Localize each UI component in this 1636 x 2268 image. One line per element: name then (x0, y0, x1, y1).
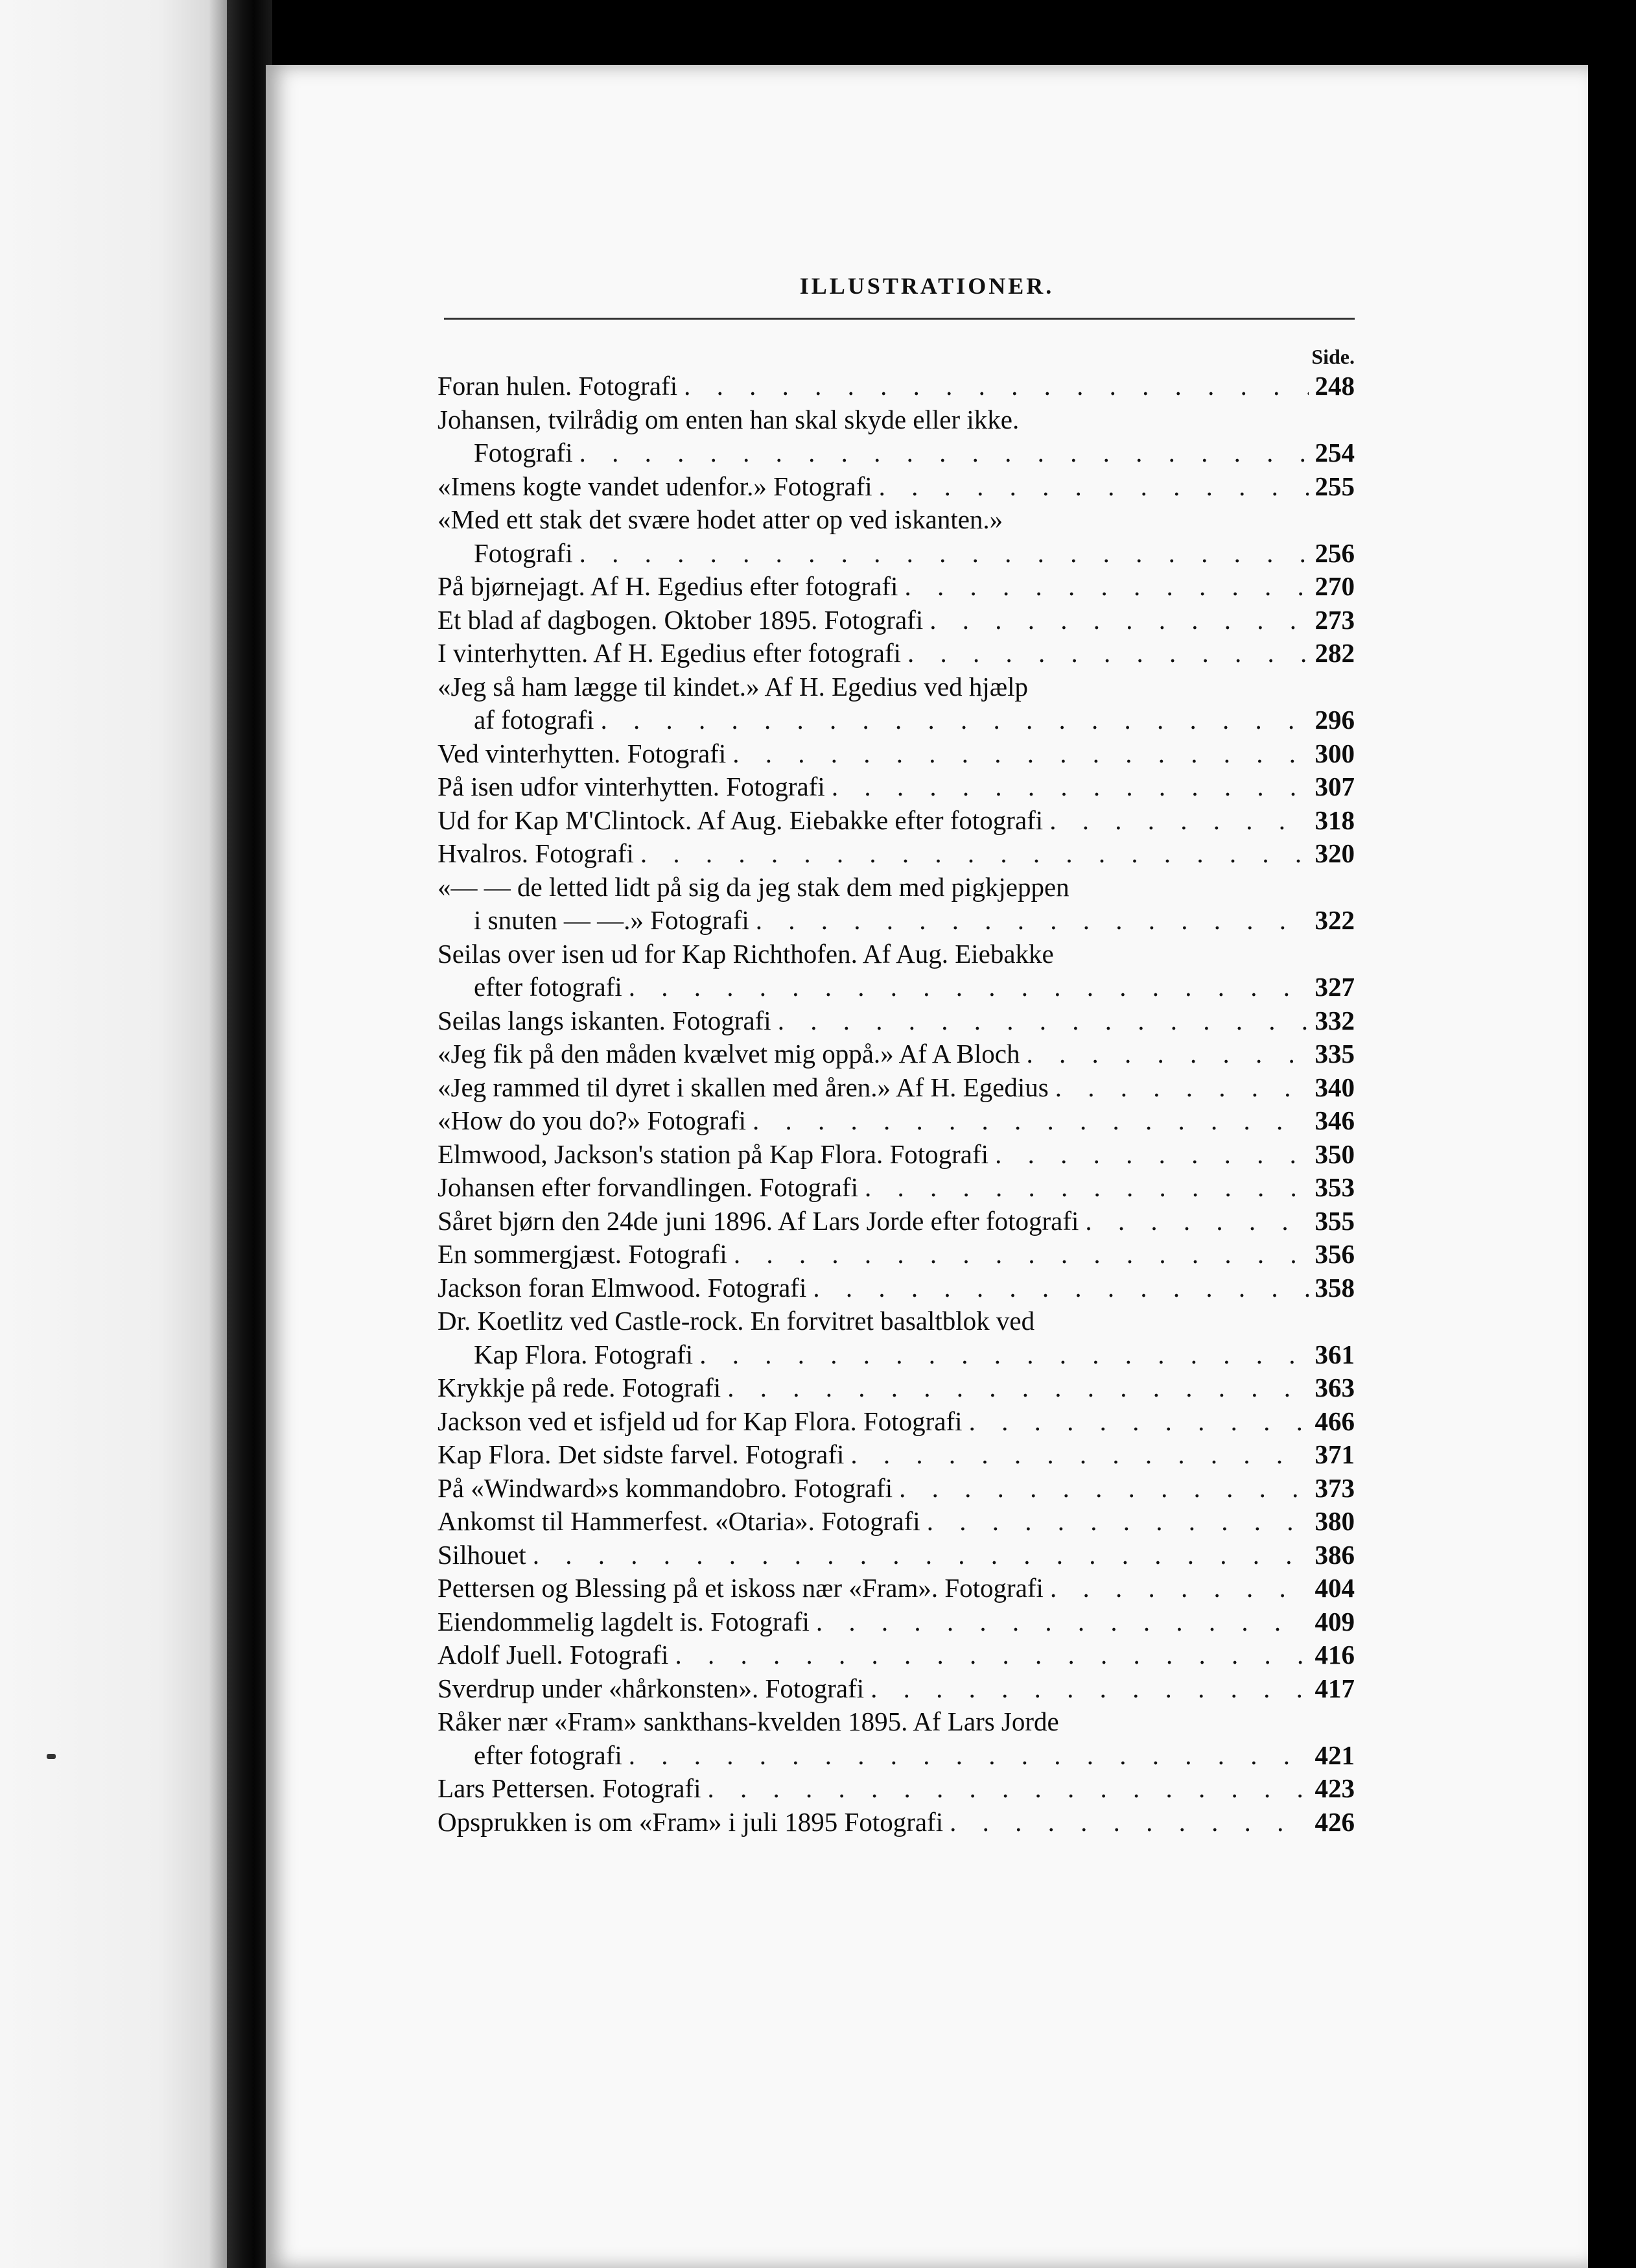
page-number: 353 (1315, 1172, 1355, 1202)
list-item (438, 1205, 1355, 1238)
entry-line (438, 604, 1355, 637)
dot-leader (579, 537, 1309, 571)
entry-caption: i snuten — —.» Fotografi (474, 905, 749, 935)
list-item (438, 403, 1355, 470)
dot-leader (684, 370, 1308, 403)
page-number: 416 (1315, 1640, 1355, 1670)
list-item (438, 1605, 1355, 1639)
dot-leader (629, 971, 1309, 1004)
page-number: 270 (1315, 571, 1355, 601)
entry-caption: Opsprukken is om «Fram» i juli 1895 Fotografi (438, 1806, 944, 1837)
dot-leader (734, 1238, 1309, 1271)
entry-caption: Råker nær «Fram» sankthans-kvelden 1895. Af Lars Jorde (438, 1707, 1059, 1736)
page-number: 361 (1315, 1339, 1355, 1369)
page-number: 417 (1315, 1673, 1355, 1703)
page-number: 254 (1315, 438, 1355, 467)
dot-leader (899, 1472, 1308, 1506)
entry-caption: Adolf Juell. Fotografi (438, 1640, 669, 1670)
page-number: 256 (1315, 537, 1355, 568)
entry-caption: På «Windward»s kommandobro. Fotografi (438, 1472, 893, 1503)
entry-caption: «Imens kogte vandet udenfor.» Fotografi (438, 471, 872, 501)
entry-caption: Seilas over isen ud for Kap Richthofen. Af Aug. Eiebakke (438, 938, 1054, 969)
page-number: 346 (1315, 1105, 1355, 1135)
entry-line (438, 1238, 1355, 1271)
dot-leader (879, 470, 1309, 504)
entry-line (438, 1605, 1355, 1639)
dot-leader (699, 1338, 1308, 1372)
entry-continuation-line (438, 971, 1355, 1004)
list-item (438, 1104, 1355, 1138)
entry-caption: Kap Flora. Det sidste farvel. Fotografi (438, 1439, 845, 1469)
dot-leader (832, 770, 1309, 804)
entry-line (438, 370, 1355, 403)
entry-caption: En sommergjæst. Fotografi (438, 1239, 727, 1269)
page-number: 358 (1315, 1272, 1355, 1303)
list-item (438, 804, 1355, 838)
list-item (438, 1806, 1355, 1839)
dot-leader (969, 1405, 1309, 1439)
entry-line (438, 1806, 1355, 1839)
page-number: 386 (1315, 1539, 1355, 1570)
list-item (438, 1472, 1355, 1506)
dot-leader (1055, 1071, 1309, 1105)
entry-line (438, 1505, 1355, 1539)
entry-caption: «How do you do?» Fotografi (438, 1105, 747, 1135)
list-item (438, 1438, 1355, 1472)
dot-leader (778, 1004, 1309, 1038)
entry-line (438, 637, 1355, 670)
list-item (438, 737, 1355, 771)
entry-line (438, 1438, 1355, 1472)
entry-line (438, 1037, 1355, 1071)
entry-line (438, 1071, 1355, 1105)
entry-caption: Johansen, tvilrådig om enten han skal skyde eller ikke. (438, 404, 1020, 434)
list-item (438, 1705, 1355, 1772)
entry-caption: «— — de letted lidt på sig da jeg stak dem med pigkjeppen (438, 871, 1069, 902)
dot-leader (601, 703, 1309, 737)
page-number: 380 (1315, 1506, 1355, 1536)
list-item (438, 837, 1355, 871)
dot-leader (929, 604, 1308, 637)
list-item (438, 503, 1355, 570)
list-item (438, 370, 1355, 403)
dot-leader (727, 1371, 1308, 1405)
page-number: 322 (1315, 905, 1355, 935)
page-number: 423 (1315, 1773, 1355, 1803)
entry-caption: Pettersen og Blessing på et iskoss nær «Fram». Fotografi (438, 1573, 1044, 1603)
page-number: 248 (1315, 371, 1355, 401)
entry-caption: Elmwood, Jackson's station på Kap Flora. Fotografi (438, 1139, 989, 1169)
dot-leader (871, 1672, 1308, 1706)
entry-line (438, 1305, 1355, 1338)
page-number: 296 (1315, 705, 1355, 735)
dot-leader (907, 637, 1309, 670)
list-item (438, 604, 1355, 637)
page-number: 466 (1315, 1406, 1355, 1436)
entry-caption: efter fotografi (474, 972, 622, 1002)
list-item (438, 470, 1355, 504)
list-item (438, 1305, 1355, 1371)
list-item (438, 1138, 1355, 1172)
page-number: 350 (1315, 1139, 1355, 1169)
dot-leader (927, 1505, 1309, 1539)
dot-leader (816, 1605, 1309, 1639)
entry-line (438, 871, 1355, 904)
entry-line (438, 1371, 1355, 1405)
dot-leader (640, 837, 1309, 871)
entry-line (438, 737, 1355, 771)
entry-line (438, 403, 1355, 437)
page-number: 363 (1315, 1373, 1355, 1402)
entry-line (438, 1104, 1355, 1138)
entry-line (438, 1638, 1355, 1672)
entry-line (438, 1138, 1355, 1172)
entry-line (438, 1572, 1355, 1605)
entry-continuation-line (438, 436, 1355, 470)
dot-leader (1085, 1205, 1308, 1238)
entry-caption: Lars Pettersen. Fotografi (438, 1773, 701, 1803)
entry-caption: Foran hulen. Fotografi (438, 371, 678, 401)
entry-caption: efter fotografi (474, 1740, 622, 1770)
entry-line (438, 804, 1355, 838)
entry-line (438, 770, 1355, 804)
entry-caption: «Jeg fik på den måden kvælvet mig oppå.» Af A Bloch (438, 1039, 1020, 1069)
illustration-list (438, 370, 1355, 1839)
entry-caption: Et blad af dagbogen. Oktober 1895. Fotografi (438, 604, 924, 635)
entry-line (438, 570, 1355, 604)
dot-leader (732, 737, 1308, 771)
page-number: 255 (1315, 471, 1355, 501)
page-number: 421 (1315, 1740, 1355, 1770)
list-item (438, 770, 1355, 804)
left-page-edge (0, 0, 227, 2268)
page-number: 332 (1315, 1005, 1355, 1035)
entry-line (438, 1271, 1355, 1305)
dot-leader (1026, 1037, 1308, 1071)
page-number: 404 (1315, 1573, 1355, 1603)
list-item (438, 1371, 1355, 1405)
list-item (438, 1638, 1355, 1672)
entry-caption: På bjørnejagt. Af H. Egedius efter fotografi (438, 571, 898, 601)
page-number: 409 (1315, 1606, 1355, 1636)
list-item (438, 871, 1355, 938)
list-item (438, 1505, 1355, 1539)
page-number: 426 (1315, 1806, 1355, 1837)
dot-leader (850, 1438, 1308, 1472)
dust-speck (47, 1754, 56, 1759)
page-number: 320 (1315, 838, 1355, 868)
entry-caption: Sverdrup under «hårkonsten». Fotografi (438, 1673, 865, 1703)
page-number: 282 (1315, 638, 1355, 668)
list-item (438, 670, 1355, 737)
entry-caption: Silhouet (438, 1539, 526, 1570)
entry-continuation-line (438, 537, 1355, 571)
entry-line (438, 1004, 1355, 1038)
list-item (438, 1171, 1355, 1205)
entry-line (438, 938, 1355, 971)
list-item (438, 1772, 1355, 1806)
list-item (438, 1238, 1355, 1271)
entry-caption: Krykkje på rede. Fotografi (438, 1373, 721, 1402)
page-number: 300 (1315, 738, 1355, 768)
entry-caption: Eiendommelig lagdelt is. Fotografi (438, 1606, 810, 1636)
entry-caption: I vinterhytten. Af H. Egedius efter fotografi (438, 638, 901, 668)
list-item (438, 570, 1355, 604)
dot-leader (813, 1271, 1308, 1305)
entry-caption: På isen udfor vinterhytten. Fotografi (438, 772, 825, 801)
entry-caption: Dr. Koetlitz ved Castle-rock. En forvitret basaltblok ved (438, 1306, 1035, 1336)
page (266, 65, 1588, 2268)
entry-caption: Fotografi (474, 537, 573, 568)
list-item (438, 1672, 1355, 1706)
list-item (438, 1004, 1355, 1038)
dot-leader (756, 904, 1309, 938)
entry-caption: «Jeg så ham lægge til kindet.» Af H. Egedius ved hjælp (438, 671, 1029, 702)
entry-continuation-line (438, 904, 1355, 938)
page-number: 273 (1315, 604, 1355, 635)
dot-leader (865, 1171, 1309, 1205)
entry-caption: Fotografi (474, 438, 573, 467)
entry-line (438, 470, 1355, 504)
entry-continuation-line (438, 1338, 1355, 1372)
page-number: 373 (1315, 1472, 1355, 1503)
dot-leader (1050, 1572, 1309, 1605)
entry-line (438, 1672, 1355, 1706)
list-item (438, 1405, 1355, 1439)
dot-leader (675, 1638, 1308, 1672)
entry-caption: Kap Flora. Fotografi (474, 1339, 694, 1369)
list-item (438, 637, 1355, 670)
entry-caption: Såret bjørn den 24de juni 1896. Af Lars Jorde efter fotografi (438, 1205, 1079, 1236)
entry-line (438, 1539, 1355, 1572)
entry-caption: Hvalros. Fotografi (438, 838, 634, 868)
page-number: 355 (1315, 1205, 1355, 1236)
entry-continuation-line (438, 703, 1355, 737)
dot-leader (1049, 804, 1308, 838)
entry-caption: Ud for Kap M'Clintock. Af Aug. Eiebakke efter fotografi (438, 805, 1044, 835)
dot-leader (629, 1739, 1309, 1773)
entry-caption: «Med ett stak det svære hodet atter op ved iskanten.» (438, 504, 1003, 534)
entry-line (438, 1205, 1355, 1238)
entry-line (438, 1472, 1355, 1506)
title-rule (444, 318, 1355, 320)
dot-leader (707, 1772, 1308, 1806)
page-number: 356 (1315, 1239, 1355, 1269)
page-number: 335 (1315, 1039, 1355, 1069)
entry-continuation-line (438, 1739, 1355, 1773)
dot-leader (579, 436, 1309, 470)
entry-caption: Jackson ved et isfjeld ud for Kap Flora. Fotografi (438, 1406, 963, 1436)
page-number: 307 (1315, 772, 1355, 801)
entry-caption: «Jeg rammed til dyret i skallen med åren.» Af H. Egedius (438, 1072, 1049, 1102)
list-item (438, 1271, 1355, 1305)
entry-line (438, 1171, 1355, 1205)
entry-line (438, 1705, 1355, 1739)
entry-caption: Johansen efter forvandlingen. Fotografi (438, 1172, 858, 1202)
dot-leader (950, 1806, 1308, 1839)
page-number: 318 (1315, 805, 1355, 835)
entry-caption: af fotografi (474, 705, 594, 735)
list-item (438, 1037, 1355, 1071)
list-item (438, 1071, 1355, 1105)
dot-leader (753, 1104, 1308, 1138)
page-number: 371 (1315, 1439, 1355, 1469)
page-number: 340 (1315, 1072, 1355, 1102)
entry-line (438, 670, 1355, 704)
dot-leader (995, 1138, 1308, 1172)
dot-leader (533, 1539, 1309, 1572)
page-number: 327 (1315, 972, 1355, 1002)
entry-line (438, 503, 1355, 537)
list-item (438, 1572, 1355, 1605)
dot-leader (904, 570, 1308, 604)
entry-line (438, 837, 1355, 871)
page-column-label: Side. (1311, 345, 1355, 368)
entry-caption: Ved vinterhytten. Fotografi (438, 738, 727, 768)
entry-line (438, 1405, 1355, 1439)
entry-caption: Jackson foran Elmwood. Fotografi (438, 1272, 807, 1303)
entry-line (438, 1772, 1355, 1806)
entry-caption: Ankomst til Hammerfest. «Otaria». Fotografi (438, 1506, 920, 1536)
page-title: ILLUSTRATIONER. (799, 273, 1055, 299)
entry-caption: Seilas langs iskanten. Fotografi (438, 1005, 771, 1035)
list-item (438, 938, 1355, 1004)
list-item (438, 1539, 1355, 1572)
